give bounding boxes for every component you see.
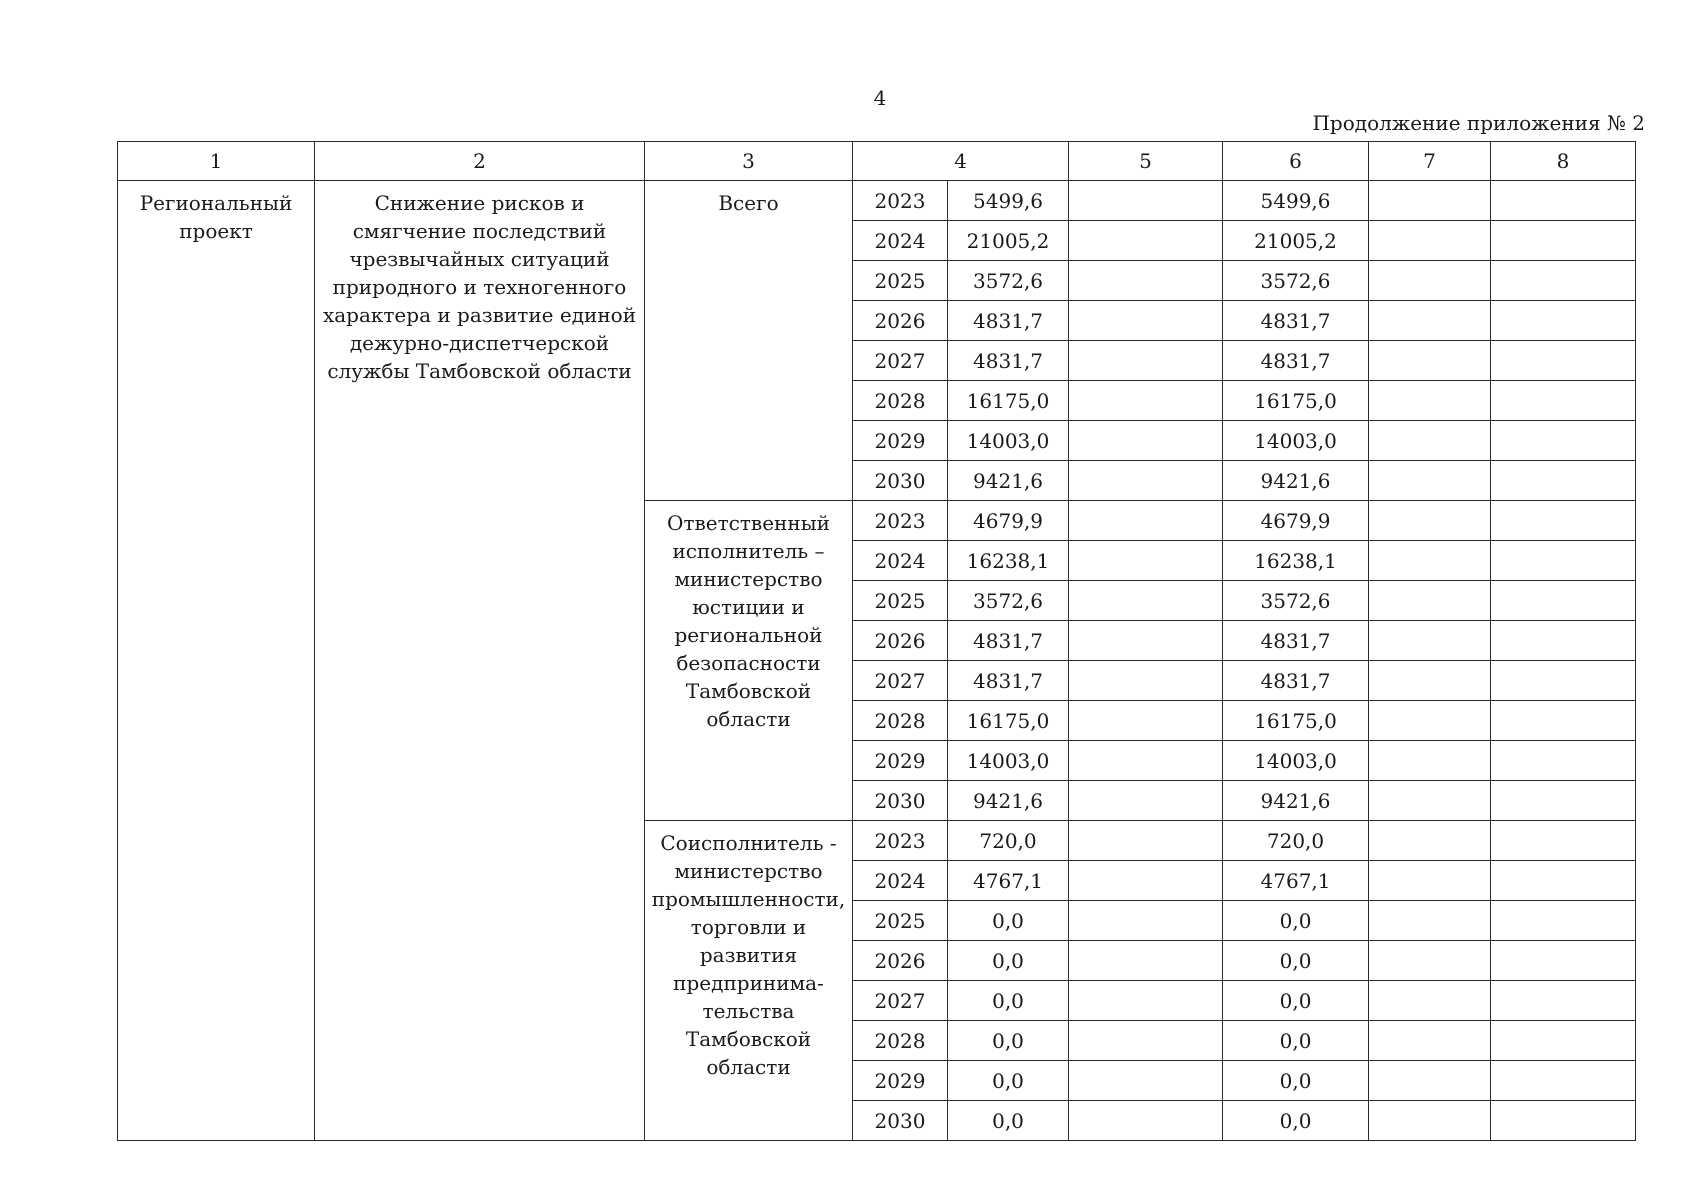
amount-col5-cell: [1069, 501, 1223, 541]
amount-col8-cell: [1491, 1101, 1636, 1141]
amount-col7-cell: [1369, 461, 1491, 501]
amount-col8-cell: [1491, 1021, 1636, 1061]
amount-col7-cell: [1369, 701, 1491, 741]
amount-col8-cell: [1491, 381, 1636, 421]
year-cell: 2026: [853, 621, 948, 661]
amount-col8-cell: [1491, 661, 1636, 701]
amount-col4-cell: 0,0: [948, 1061, 1069, 1101]
amount-col6-cell: 4831,7: [1223, 341, 1369, 381]
amount-col4-cell: 14003,0: [948, 741, 1069, 781]
amount-col6-cell: 4831,7: [1223, 661, 1369, 701]
amount-col5-cell: [1069, 1101, 1223, 1141]
year-cell: 2030: [853, 1101, 948, 1141]
header-col-3: 3: [645, 142, 853, 181]
year-cell: 2025: [853, 581, 948, 621]
amount-col6-cell: 16175,0: [1223, 701, 1369, 741]
amount-col4-cell: 16175,0: [948, 381, 1069, 421]
amount-col8-cell: [1491, 541, 1636, 581]
amount-col7-cell: [1369, 621, 1491, 661]
amount-col7-cell: [1369, 821, 1491, 861]
header-col-6: 6: [1223, 142, 1369, 181]
amount-col4-cell: 0,0: [948, 941, 1069, 981]
amount-col7-cell: [1369, 861, 1491, 901]
amount-col7-cell: [1369, 541, 1491, 581]
amount-col6-cell: 0,0: [1223, 1061, 1369, 1101]
amount-col8-cell: [1491, 621, 1636, 661]
amount-col8-cell: [1491, 581, 1636, 621]
amount-col5-cell: [1069, 741, 1223, 781]
year-cell: 2030: [853, 781, 948, 821]
year-cell: 2029: [853, 421, 948, 461]
year-cell: 2024: [853, 221, 948, 261]
amount-col6-cell: 21005,2: [1223, 221, 1369, 261]
header-col-4: 4: [853, 142, 1069, 181]
amount-col5-cell: [1069, 541, 1223, 581]
amount-col7-cell: [1369, 1061, 1491, 1101]
year-cell: 2027: [853, 981, 948, 1021]
amount-col7-cell: [1369, 741, 1491, 781]
year-cell: 2024: [853, 541, 948, 581]
amount-col5-cell: [1069, 661, 1223, 701]
amount-col7-cell: [1369, 581, 1491, 621]
amount-col4-cell: 0,0: [948, 901, 1069, 941]
amount-col6-cell: 5499,6: [1223, 181, 1369, 221]
page-number: 4: [873, 86, 887, 110]
amount-col5-cell: [1069, 381, 1223, 421]
amount-col5-cell: [1069, 461, 1223, 501]
amount-col4-cell: 4831,7: [948, 301, 1069, 341]
amount-col4-cell: 0,0: [948, 1021, 1069, 1061]
amount-col8-cell: [1491, 461, 1636, 501]
year-cell: 2028: [853, 701, 948, 741]
header-col-2: 2: [315, 142, 645, 181]
amount-col7-cell: [1369, 381, 1491, 421]
amount-col4-cell: 3572,6: [948, 261, 1069, 301]
amount-col5-cell: [1069, 861, 1223, 901]
amount-col7-cell: [1369, 1021, 1491, 1061]
amount-col6-cell: 0,0: [1223, 1021, 1369, 1061]
executor-cell: Всего: [645, 181, 853, 501]
amount-col5-cell: [1069, 421, 1223, 461]
amount-col7-cell: [1369, 341, 1491, 381]
amount-col8-cell: [1491, 341, 1636, 381]
amount-col5-cell: [1069, 181, 1223, 221]
year-cell: 2027: [853, 341, 948, 381]
amount-col8-cell: [1491, 1061, 1636, 1101]
amount-col5-cell: [1069, 621, 1223, 661]
year-cell: 2024: [853, 861, 948, 901]
year-cell: 2023: [853, 501, 948, 541]
amount-col6-cell: 14003,0: [1223, 421, 1369, 461]
amount-col5-cell: [1069, 581, 1223, 621]
amount-col5-cell: [1069, 301, 1223, 341]
amount-col5-cell: [1069, 821, 1223, 861]
project-type-cell: Региональный проект: [118, 181, 315, 1141]
amount-col7-cell: [1369, 661, 1491, 701]
header-row: [118, 142, 1636, 181]
amount-col5-cell: [1069, 901, 1223, 941]
amount-col6-cell: 0,0: [1223, 941, 1369, 981]
amount-col4-cell: 4679,9: [948, 501, 1069, 541]
amount-col4-cell: 14003,0: [948, 421, 1069, 461]
year-cell: 2028: [853, 381, 948, 421]
amount-col6-cell: 9421,6: [1223, 461, 1369, 501]
amount-col8-cell: [1491, 861, 1636, 901]
amount-col6-cell: 9421,6: [1223, 781, 1369, 821]
table-row: [118, 181, 1636, 221]
amount-col5-cell: [1069, 981, 1223, 1021]
amount-col8-cell: [1491, 901, 1636, 941]
amount-col6-cell: 3572,6: [1223, 261, 1369, 301]
year-cell: 2028: [853, 1021, 948, 1061]
year-cell: 2029: [853, 741, 948, 781]
amount-col6-cell: 4831,7: [1223, 621, 1369, 661]
year-cell: 2025: [853, 261, 948, 301]
budget-table: [117, 141, 1636, 1141]
amount-col6-cell: 0,0: [1223, 901, 1369, 941]
table-body: [118, 181, 1636, 1141]
amount-col8-cell: [1491, 181, 1636, 221]
amount-col7-cell: [1369, 901, 1491, 941]
header-col-7: 7: [1369, 142, 1491, 181]
amount-col7-cell: [1369, 221, 1491, 261]
amount-col6-cell: 0,0: [1223, 981, 1369, 1021]
amount-col7-cell: [1369, 1101, 1491, 1141]
header-col-5: 5: [1069, 142, 1223, 181]
amount-col8-cell: [1491, 781, 1636, 821]
amount-col8-cell: [1491, 741, 1636, 781]
amount-col5-cell: [1069, 941, 1223, 981]
executor-cell: Соисполнитель - министерство промышленности, торговли и развития предпринима-тельства Тамбовской области: [645, 821, 853, 1141]
amount-col7-cell: [1369, 941, 1491, 981]
amount-col4-cell: 4831,7: [948, 661, 1069, 701]
year-cell: 2029: [853, 1061, 948, 1101]
amount-col8-cell: [1491, 701, 1636, 741]
header-col-8: 8: [1491, 142, 1636, 181]
amount-col6-cell: 16238,1: [1223, 541, 1369, 581]
amount-col6-cell: 3572,6: [1223, 581, 1369, 621]
amount-col4-cell: 9421,6: [948, 461, 1069, 501]
year-cell: 2025: [853, 901, 948, 941]
amount-col4-cell: 3572,6: [948, 581, 1069, 621]
amount-col5-cell: [1069, 1061, 1223, 1101]
amount-col8-cell: [1491, 821, 1636, 861]
year-cell: 2023: [853, 181, 948, 221]
amount-col6-cell: 14003,0: [1223, 741, 1369, 781]
year-cell: 2026: [853, 941, 948, 981]
amount-col8-cell: [1491, 221, 1636, 261]
amount-col7-cell: [1369, 981, 1491, 1021]
amount-col7-cell: [1369, 781, 1491, 821]
amount-col8-cell: [1491, 501, 1636, 541]
amount-col4-cell: 21005,2: [948, 221, 1069, 261]
amount-col5-cell: [1069, 781, 1223, 821]
amount-col4-cell: 0,0: [948, 1101, 1069, 1141]
amount-col6-cell: 0,0: [1223, 1101, 1369, 1141]
amount-col4-cell: 16175,0: [948, 701, 1069, 741]
amount-col4-cell: 0,0: [948, 981, 1069, 1021]
amount-col7-cell: [1369, 181, 1491, 221]
amount-col8-cell: [1491, 941, 1636, 981]
amount-col7-cell: [1369, 421, 1491, 461]
project-name-cell: Снижение рисков и смягчение последствий чрезвычайных ситуаций природного и техногенного характера и развитие единой дежурно-диспетчерской службы Тамбовской области: [315, 181, 645, 1141]
header-col-1: 1: [118, 142, 315, 181]
amount-col7-cell: [1369, 501, 1491, 541]
amount-col6-cell: 4767,1: [1223, 861, 1369, 901]
amount-col4-cell: 9421,6: [948, 781, 1069, 821]
year-cell: 2023: [853, 821, 948, 861]
amount-col7-cell: [1369, 301, 1491, 341]
amount-col4-cell: 16238,1: [948, 541, 1069, 581]
amount-col8-cell: [1491, 261, 1636, 301]
amount-col5-cell: [1069, 341, 1223, 381]
continuation-caption: Продолжение приложения № 2: [1312, 111, 1645, 135]
amount-col4-cell: 4831,7: [948, 621, 1069, 661]
executor-cell: Ответственный исполнитель – министерство юстиции и региональной безопасности Тамбовской области: [645, 501, 853, 821]
amount-col5-cell: [1069, 701, 1223, 741]
amount-col8-cell: [1491, 301, 1636, 341]
amount-col4-cell: 5499,6: [948, 181, 1069, 221]
amount-col6-cell: 720,0: [1223, 821, 1369, 861]
amount-col5-cell: [1069, 261, 1223, 301]
amount-col5-cell: [1069, 1021, 1223, 1061]
amount-col5-cell: [1069, 221, 1223, 261]
amount-col6-cell: 4679,9: [1223, 501, 1369, 541]
amount-col8-cell: [1491, 981, 1636, 1021]
year-cell: 2027: [853, 661, 948, 701]
amount-col7-cell: [1369, 261, 1491, 301]
year-cell: 2026: [853, 301, 948, 341]
amount-col6-cell: 4831,7: [1223, 301, 1369, 341]
amount-col4-cell: 720,0: [948, 821, 1069, 861]
amount-col8-cell: [1491, 421, 1636, 461]
amount-col6-cell: 16175,0: [1223, 381, 1369, 421]
amount-col4-cell: 4767,1: [948, 861, 1069, 901]
year-cell: 2030: [853, 461, 948, 501]
amount-col4-cell: 4831,7: [948, 341, 1069, 381]
